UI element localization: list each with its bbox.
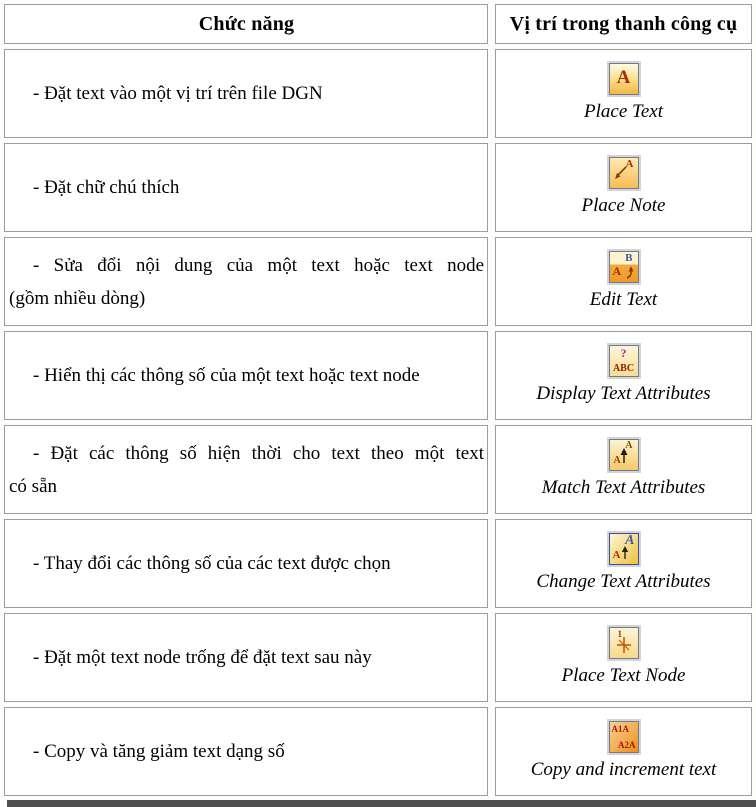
function-cell (4, 331, 488, 420)
toolbar-cell (495, 613, 752, 702)
function-text: - Thay đổi các thông số của các text được chọn (33, 553, 391, 574)
function-text-line2: có sẵn (9, 475, 58, 497)
table-row (4, 331, 752, 420)
header-toolbar-label: Vị trí trong thanh công cụ (509, 12, 738, 35)
function-cell (4, 143, 488, 232)
function-text: - Đặt một text node trống để đặt text sau này (33, 647, 372, 668)
toolbar-cell (495, 143, 752, 232)
copy-increment-text-icon (609, 721, 639, 753)
table-row (4, 707, 752, 796)
table-row (4, 237, 752, 326)
function-text-line1: - Sửa đổi nội dung của một text hoặc text node (33, 254, 484, 276)
function-cell (4, 613, 488, 702)
function-cell (4, 425, 488, 514)
toolbar-cell (495, 49, 752, 138)
tools-table (4, 4, 752, 796)
icon-letter: A (625, 158, 634, 170)
icon-letter-top: A (625, 440, 633, 451)
icon-letter-bottom: A (612, 264, 622, 278)
page-bottom-edge (7, 800, 756, 807)
up-arrow-icon (610, 534, 638, 564)
toolbar-cell (495, 425, 752, 514)
function-cell (4, 237, 488, 326)
abc-glyph: ABC (612, 363, 635, 374)
tool-name: Match Text Attributes (541, 477, 706, 498)
function-text: - Hiển thị các thông số của một text hoặc text node (33, 365, 420, 386)
tool-name: Place Text (584, 101, 663, 122)
function-text: - Đặt text vào một vị trí trên file DGN (33, 83, 323, 104)
function-text-line2: (gồm nhiều dòng) (9, 287, 146, 309)
tool-name: Place Note (581, 195, 666, 216)
edit-text-icon (609, 251, 639, 283)
function-text: - Đặt chữ chú thích (33, 177, 180, 198)
display-text-attributes-icon (609, 345, 639, 377)
function-text-line1: - Đặt các thông số hiện thời cho text theo một text (33, 442, 484, 464)
place-text-icon (609, 63, 639, 95)
tool-name: Copy and increment text (530, 759, 717, 780)
function-cell (4, 49, 488, 138)
icon-label-bottom: A2A (618, 740, 636, 750)
table-row (4, 613, 752, 702)
tool-name: Change Text Attributes (536, 571, 711, 592)
toolbar-cell (495, 519, 752, 608)
change-text-attributes-icon (609, 533, 639, 565)
toolbar-cell (495, 331, 752, 420)
up-arrow-icon (610, 440, 638, 470)
header-function-label: Chức năng (198, 12, 295, 35)
question-mark-glyph: ? (620, 346, 627, 360)
table-row (4, 143, 752, 232)
table-header-row (4, 4, 752, 44)
edit-arrow-icon (610, 252, 638, 282)
icon-number: 1 (617, 629, 622, 639)
tool-name: Place Text Node (561, 665, 686, 686)
icon-label-top: A1A (611, 724, 629, 734)
toolbar-cell (495, 707, 752, 796)
header-toolbar-cell (495, 4, 752, 44)
function-cell (4, 519, 488, 608)
icon-letter-bottom: A (613, 455, 621, 466)
icon-letter-top: A (625, 533, 635, 548)
icon-letter: A (616, 67, 631, 88)
place-text-node-icon (609, 627, 639, 659)
table-row (4, 519, 752, 608)
tool-name: Display Text Attributes (536, 383, 711, 404)
icon-letter-bottom: A (612, 549, 621, 561)
function-text: - Copy và tăng giảm text dạng số (33, 741, 285, 762)
tool-name: Edit Text (589, 289, 658, 310)
function-cell (4, 707, 488, 796)
header-function-cell (4, 4, 488, 44)
toolbar-cell (495, 237, 752, 326)
node-cross-icon (610, 628, 638, 658)
table-row (4, 49, 752, 138)
table-row (4, 425, 752, 514)
match-text-attributes-icon (609, 439, 639, 471)
place-note-icon (609, 157, 639, 189)
icon-letter-top: B (625, 252, 633, 264)
